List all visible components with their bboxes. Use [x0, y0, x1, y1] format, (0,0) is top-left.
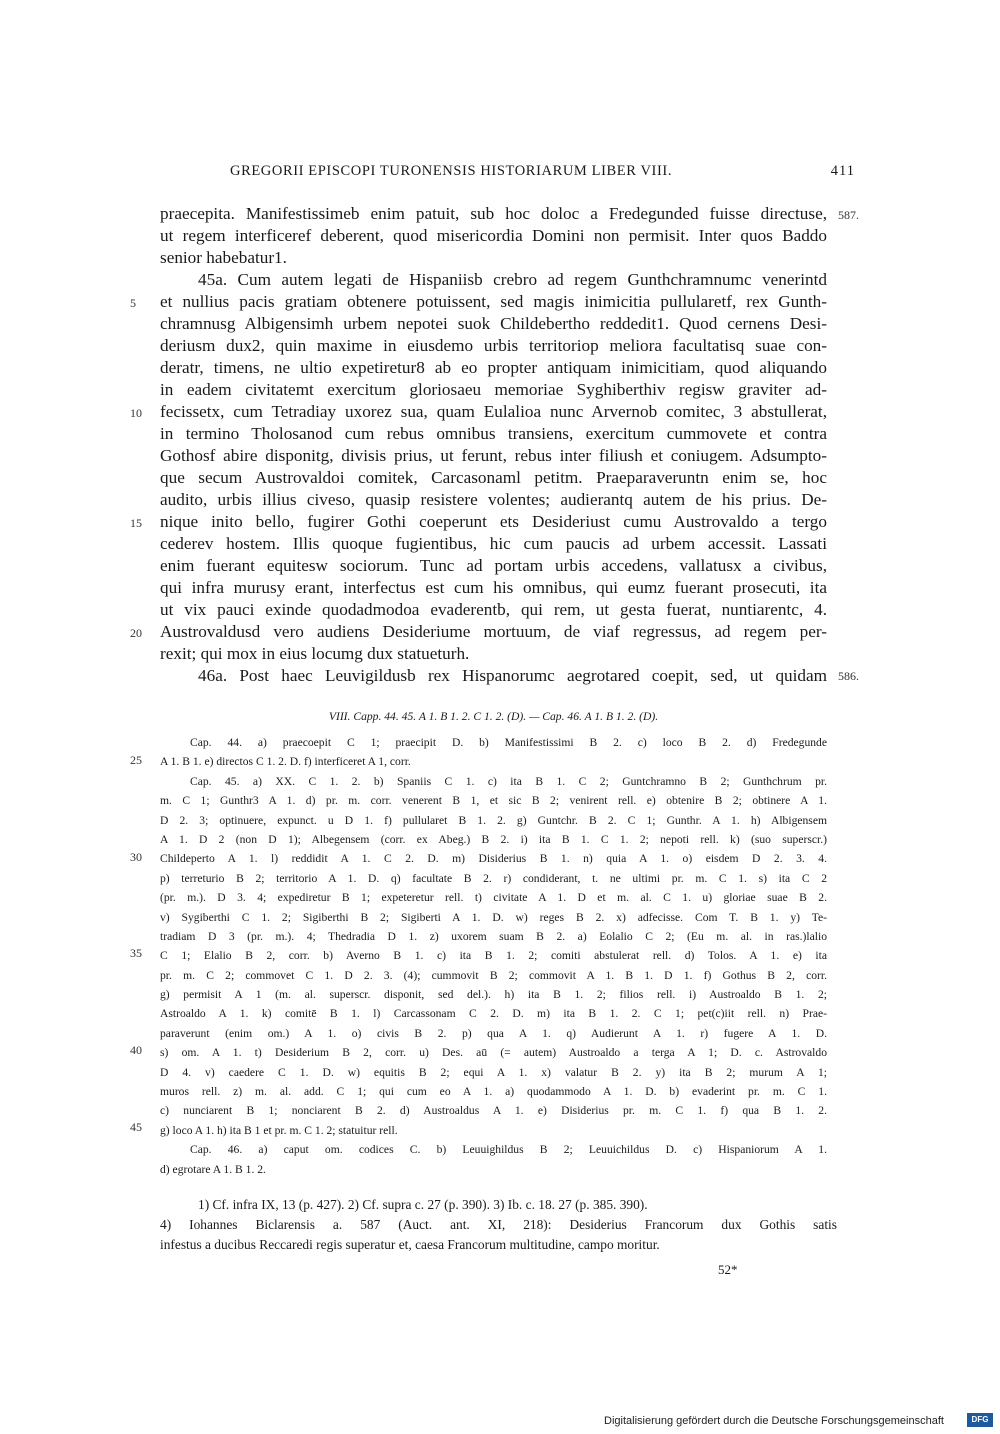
text-line: audito, urbis illius civeso, quasip resistere volentes; audierantq autem de his prius. De-: [160, 490, 827, 509]
text-line: ut vix pauci exinde quodadmodoa evaderentb, qui rem, ut gesta fuerat, nuntiarentc, 4.: [160, 600, 827, 619]
text-line: in termino Tholosanod cum rebus omnibus transiens, exercitum cummovete et contra: [160, 424, 827, 443]
line-number: 10: [130, 406, 142, 420]
main-text: [160, 203, 827, 687]
apparatus-line: v) Sygiberthi C 1. 2; Sigiberthi B 2; Sigiberti A 1. D. w) reges B 2. x) adfecisse. Com T. B 1. y) Te-: [160, 910, 827, 924]
line-number: 40: [130, 1043, 142, 1057]
apparatus-line: C 1; Elalio B 2, corr. b) Averno B 1. c) ita B 1. 2; comiti abstulerat rell. d) Tolos. A 1. e) ita: [160, 949, 827, 963]
text-line: qui infra murusy erant, interfectus est cum his omnibus, qui eumz fuerant prosecuti, ita: [160, 578, 827, 597]
apparatus-line: s) om. A 1. t) Desiderium B 2, corr. u) Des. aū (= autem) Austroaldo a terga A 1; D. c. Astrovaldo: [160, 1046, 827, 1060]
apparatus-line: (pr. m.). D 3. 4; expediretur B 1; expeteretur rell. t) civitate A 1. D et m. al. C 1. u) gloriae suae B 2.: [160, 891, 827, 905]
manuscript-sigla: [160, 707, 827, 726]
text-line: chramnusg Albigensimh urbem nepotei suok Childebertho reddedit1. Quod cernens Desi-: [160, 314, 827, 333]
text-line: ut regem interficeref deberent, quod misericordia Domini non permisit. Inter quos Baddo: [160, 226, 827, 245]
apparatus-line: muros rell. z) m. al. add. C 1; qui cum eo A 1. a) quodammodo A 1. D. b) evaderint pr. m. C 1.: [160, 1085, 827, 1099]
text-line: deriusm dux2, quin maxime in eiusdemo urbis territoriop meliora facultatisq suae con-: [160, 336, 827, 355]
apparatus-line: m. C 1; Gunthr3 A 1. d) pr. m. corr. venerent B 1, et sic B 2; venirent rell. e) obtenire B 2; obtinere A 1.: [160, 794, 827, 808]
apparatus-line: A 1. B 1. e) directos C 1. 2. D. f) interficeret A 1, corr.: [160, 755, 411, 769]
apparatus-line: Cap. 45. a) XX. C 1. 2. b) Spaniis C 1. c) ita B 1. C 2; Guntchramno B 2; Gunthchrum pr.: [190, 774, 827, 788]
chapter-45-start: 45a. Cum autem legati de Hispaniisb crebro ad regem Gunthchramnumc venerintd: [198, 270, 827, 289]
apparatus-line: D 4. v) caedere C 1. D. w) equitis B 2; equi A 1. x) valatur B 2. y) ita B 2; murum A 1;: [160, 1065, 827, 1079]
text-line: que secum Austrovaldoi comitek, Carcasonaml petitm. Praeparaveruntn enim se, hoc: [160, 468, 827, 487]
apparatus-line: g) permisit A 1 (m. al. superscr. disponit, sed del.). h) ita B 1. 2; filios rell. i) Austroaldo B 1. 2;: [160, 988, 827, 1002]
text-line: Gothosf abire disponitg, divisis prius, ut ferunt, rebus inter filiush et coniugem. Adsumpto-: [160, 446, 827, 465]
text-line: nique inito bello, fugirer Gothi coeperunt ets Desideriust cumu Austrovaldo a tergo: [160, 512, 827, 531]
text-line: in eadem civitatemt exercitum gloriosaeu memoriae Syghiberthiv regisw graviter ad-: [160, 380, 827, 399]
footnote-line: 4) Iohannes Biclarensis a. 587 (Auct. ant. XI, 218): Desiderius Francorum dux Gothis satis: [160, 1217, 837, 1232]
apparatus-line: Childeperto A 1. l) reddidit A 1. C 2. D. m) Disiderius B 1. n) quia A 1. o) eisdem D 2. 3. 4.: [160, 852, 827, 866]
line-number: 45: [130, 1120, 142, 1134]
text-line: enim fuerant equitesw sociorum. Tunc ad portam urbis accedens, vallatusx a civibus,: [160, 556, 827, 575]
apparatus-line: Cap. 44. a) praecoepit C 1; praecipit D. b) Manifestissimi B 2. c) loco B 2. d) Fredegunde: [190, 736, 827, 749]
page-number: 411: [830, 163, 855, 179]
signature-mark: 52*: [718, 1262, 738, 1277]
line-number: 35: [130, 946, 142, 960]
text-line: rexit; qui mox in eius locumg dux statueturh.: [160, 644, 470, 663]
chapter-46-start: 46a. Post haec Leuvigildusb rex Hispanorumc aegrotared coepit, sed, ut quidam: [198, 666, 827, 685]
footnote-line: 1) Cf. infra IX, 13 (p. 427). 2) Cf. supra c. 27 (p. 390). 3) Ib. c. 18. 27 (p. 385. 390).: [198, 1197, 648, 1212]
apparatus-line: paraverunt (enim om.) A 1. o) civis B 2. p) qua A 1. q) Audierunt A 1. r) fugere A 1. D.: [160, 1026, 827, 1040]
margin-year: 587.: [838, 208, 859, 222]
digitization-credit: Digitalisierung gefördert durch die Deutsche Forschungsgemeinschaft: [604, 1415, 944, 1427]
apparatus-line: d) egrotare A 1. B 1. 2.: [160, 1162, 266, 1176]
critical-apparatus: [160, 733, 827, 1179]
text-line: et nullius pacis gratiam obtenere potuissent, sed magis inimicitia pullularetf, rex Gunth-: [160, 292, 827, 311]
footnotes: [160, 1195, 837, 1255]
text-line: fecissetx, cum Tetradiay uxorez sua, quam Eulalioa nunc Arvernob comitec, 3 abstullerat,: [160, 402, 827, 421]
dfg-logo: DFG: [967, 1413, 993, 1427]
apparatus-line: g) loco A 1. h) ita B 1 et pr. m. C 1. 2; statuitur rell.: [160, 1123, 398, 1137]
text-line: Austrovaldusd vero audiens Desideriume mortuum, de viaf regressus, ad regem per-: [160, 622, 827, 641]
apparatus-line: c) nunciarent B 1; nonciarent B 2. d) Austroaldus A 1. e) Disiderius pr. m. C 1. f) qua B 1. 2.: [160, 1104, 827, 1118]
running-header: [230, 163, 855, 180]
running-title: GREGORII EPISCOPI TURONENSIS HISTORIARUM LIBER VIII.: [230, 163, 673, 179]
footnote-line: infestus a ducibus Reccaredi regis superatur et, caesa Francorum multitudine, campo moritur.: [160, 1237, 660, 1252]
text-line: praecepita. Manifestissimeb enim patuit, sub hoc doloc a Fredegunded fuisse directuse,: [160, 204, 827, 223]
line-number: 15: [130, 516, 142, 530]
apparatus-line: D 2. 3; optinuere, expunct. u D 1. f) pullularet B 1. 2. g) Guntchr. B 2. C 1; Gunthr. A 1. h) Albigensem: [160, 813, 827, 827]
apparatus-line: A 1. D 2 (non D 1); Albegensem (corr. ex Abeg.) B 2. i) ita B 1. C 1. 2; nepoti rell. k) (suo superscr.): [160, 832, 827, 846]
sigla-line: VIII. Capp. 44. 45. A 1. B 1. 2. C 1. 2. (D). — Cap. 46. A 1. B 1. 2. (D).: [328, 710, 659, 723]
apparatus-line: pr. m. C 2; commovet C 1. D 2. 3. (4); cummovit B 2; commovit A 1. B 1. D 1. f) Gothus B 2, corr.: [160, 968, 827, 982]
line-number: 5: [130, 296, 136, 310]
apparatus-line: p) terreturio B 2; territorio A 1. D. q) facultate B 2. r) condiderant, t. ne ultimi pr. m. C 1. s) ita C 2: [160, 871, 827, 885]
text-line: deratr, timens, ne ultio expetiretur8 ab eo propter antiquam inimicitiam, quod aliquando: [160, 358, 827, 377]
apparatus-line: tradiam D 3 (pr. m.). 4; Thedradia D 1. z) uxorem suam B 2. a) Eolalio C 2; (Eu m. al. in ras.)lalio: [160, 929, 827, 943]
margin-year: 586.: [838, 669, 859, 683]
line-number: 30: [130, 850, 142, 864]
text-line: senior habebatur1.: [160, 248, 287, 267]
apparatus-line: Cap. 46. a) caput om. codices C. b) Leuuighildus B 2; Leuuichildus D. c) Hispaniorum A 1.: [190, 1143, 827, 1157]
text-line: cederev hostem. Illis quoque fugientibus, hic cum paucis ad urbem accessit. Lassati: [160, 534, 827, 553]
line-number: 20: [130, 626, 142, 640]
line-number: 25: [130, 753, 142, 767]
apparatus-line: Astroaldo A 1. k) comitē B 1. l) Carcassonam C 2. D. m) ita B 1. 2. C 1; pet(c)iit rell. n) Prae-: [160, 1007, 827, 1021]
